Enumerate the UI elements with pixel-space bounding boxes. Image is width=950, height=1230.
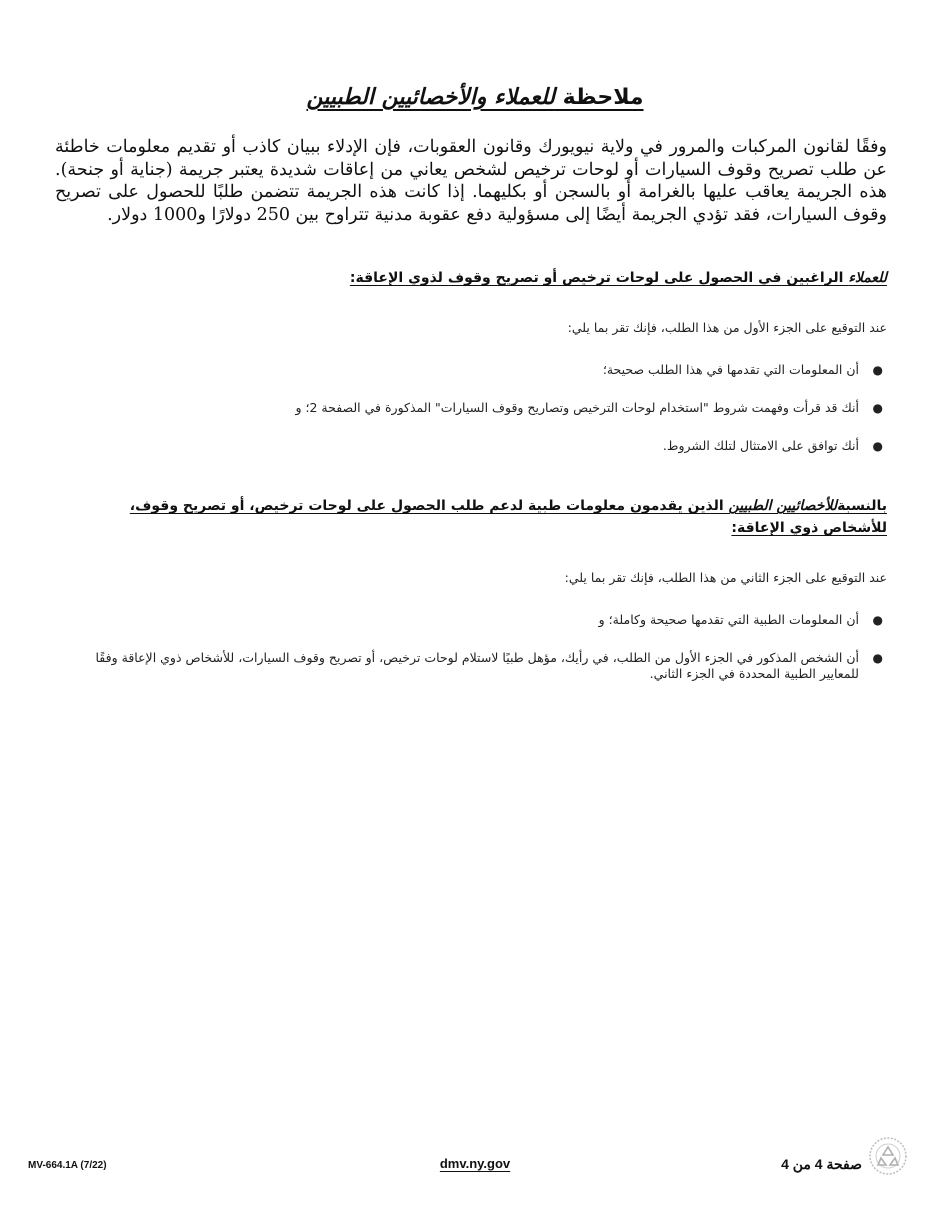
list-item: ● أنك قد قرأت وفهمت شروط "استخدام لوحات الترخيص وتصاريح وقوف السيارات" المذكورة في الصفحة 2؛ و <box>295 400 883 415</box>
page-title <box>0 85 950 110</box>
form-code: MV-664.1A (7/22) <box>28 1160 107 1171</box>
list-item: ● أن المعلومات التي تقدمها في هذا الطلب صحيحة؛ <box>602 362 883 377</box>
intro-paragraph: وفقًا لقانون المركبات والمرور في ولاية نيويورك وقانون العقوبات، فإن الإدلاء ببيان كاذب أو تقديم معلومات خاطئة عن طلب تصريح وقوف السيارات أو لوحات ترخيص لشخص يعاني من إعاقات شديدة يعتبر جريمة (جناية أو جنحة). هذه الجريمة يعاقب عليها بالغرامة أو بالسجن أو بكليهما. إذا كانت هذه الجريمة تتضمن طلبًا للحصول على تصريح وقوف السيارات، فقد تؤدي الجريمة أيضًا إلى مسؤولية دفع عقوبة مدنية تتراوح بين 250 دولارًا و1000 دولار. <box>55 137 887 225</box>
list-item: ● أن المعلومات الطبية التي تقدمها صحيحة وكاملة؛ و <box>598 612 883 627</box>
list-item: ● أن الشخص المذكور في الجزء الأول من الطلب، في رأيك، مؤهل طبيًا لاستلام لوحات ترخيص، أو تصريح وقوف السيارات، للأشخاص ذوي الإعاقة وفقًا للمعايير الطبية المحددة في الجزء الثاني. <box>95 650 883 681</box>
bullet-icon: ● <box>872 439 883 453</box>
title-lead: ملاحظة <box>554 84 644 110</box>
website-link[interactable]: dmv.ny.gov <box>439 1156 511 1171</box>
customers-intro: عند التوقيع على الجزء الأول من هذا الطلب، فإنك تقر بما يلي: <box>567 320 887 335</box>
bullet-icon: ● <box>872 363 883 377</box>
customers-heading-emphasis: للعملاء <box>848 270 887 286</box>
medical-heading-lead: بالنسبة <box>837 498 887 514</box>
title-emphasis: للعملاء والأخصائيين الطبيين <box>306 84 555 110</box>
recycle-icon <box>868 1136 908 1176</box>
bullet-icon: ● <box>872 401 883 415</box>
bullet-icon: ● <box>872 651 883 665</box>
customers-heading <box>67 270 887 286</box>
page-number: صفحة 4 من 4 <box>781 1156 862 1172</box>
medical-heading-text: الذين يقدمون معلومات طبية لدعم طلب الحصول على لوحات ترخيص، أو تصريح وقوف، للأشخاص ذوي الإعاقة: <box>129 498 887 536</box>
medical-heading <box>77 495 887 539</box>
customers-bullet-list <box>77 362 887 476</box>
medical-heading-emphasis: للأخصائيين الطبيين <box>728 498 838 514</box>
customers-heading-text: الراغبين في الحصول على لوحات ترخيص أو تصريح وقوف لذوي الإعاقة: <box>349 270 849 286</box>
medical-bullet-list <box>77 612 887 704</box>
list-item: ● أنك توافق على الامتثال لتلك الشروط. <box>662 438 883 453</box>
medical-intro: عند التوقيع على الجزء الثاني من هذا الطلب، فإنك تقر بما يلي: <box>564 570 887 585</box>
bullet-icon: ● <box>872 613 883 627</box>
